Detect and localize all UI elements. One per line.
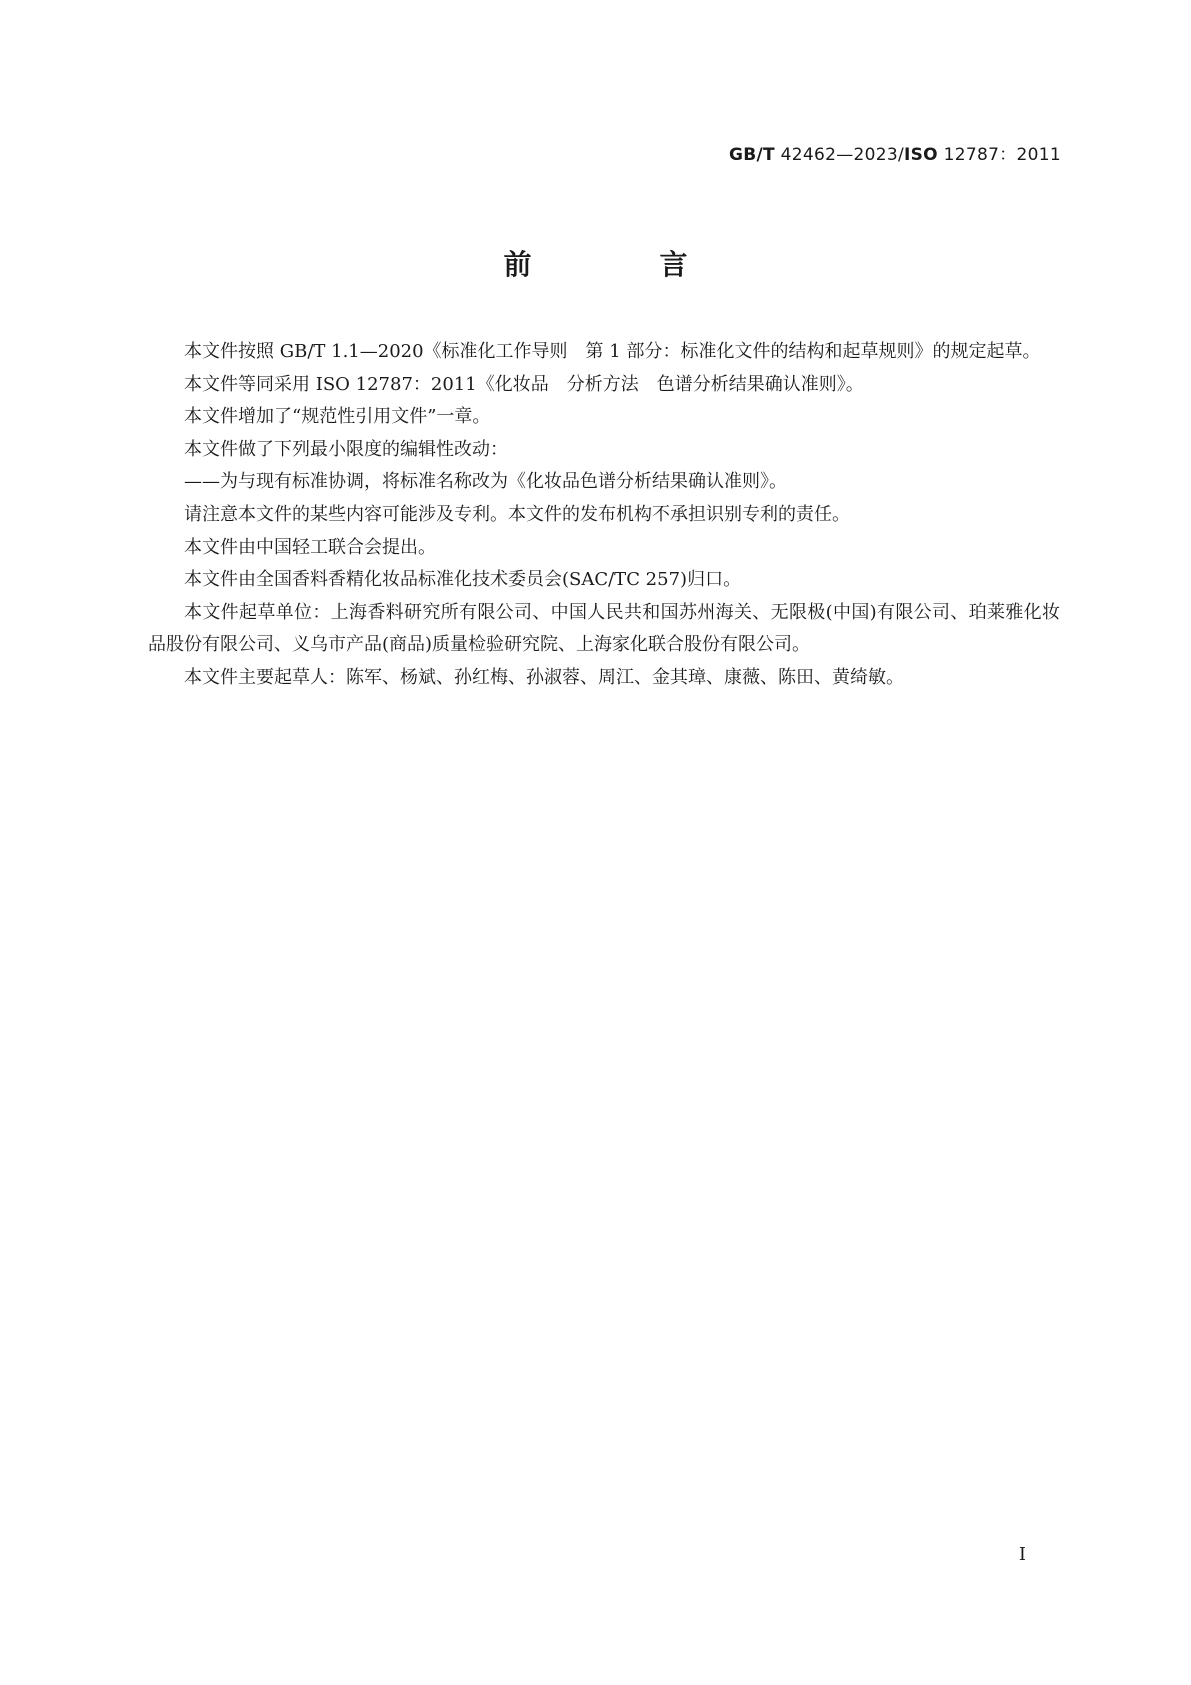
standard-number: 42462—2023/ — [774, 145, 905, 165]
paragraph-patent-notice: 请注意本文件的某些内容可能涉及专利。本文件的发布机构不承担识别专利的责任。 — [184, 503, 850, 525]
paragraph-proposed-by: 本文件由中国轻工联合会提出。 — [184, 536, 436, 558]
page-title: 前 言 — [503, 248, 738, 281]
paragraph-editorial-changes: 本文件做了下列最小限度的编辑性改动： — [184, 438, 508, 460]
paragraph-added-chapter: 本文件增加了“规范性引用文件”一章。 — [184, 406, 491, 428]
page-number: I — [1018, 1544, 1026, 1565]
paragraph-drafting-units: 本文件起草单位：上海香料研究所有限公司、中国人民共和国苏州海关、无限极(中国)有限公司、珀莱雅化妆品股份有限公司、义乌市产品(商品)质量检验研究院、上海家化联合股份有限公司。 — [148, 601, 1060, 656]
iso-prefix: ISO — [904, 145, 938, 165]
paragraph-name-change: ——为与现有标准协调，将标准名称改为《化妆品色谱分析结果确认准则》。 — [184, 471, 787, 493]
foreword-body — [148, 336, 1060, 695]
paragraph-drafting-rules: 本文件按照 GB/T 1.1—2020《标准化工作导则 第 1 部分：标准化文件的结构和起草规则》的规定起草。 — [184, 341, 1041, 362]
standard-prefix: GB/T — [729, 145, 775, 165]
iso-number: 12787：2011 — [937, 145, 1061, 165]
paragraph-drafters: 本文件主要起草人：陈军、杨斌、孙红梅、孙淑蓉、周江、金其璋、康薇、陈田、黄绮敏。 — [184, 666, 904, 688]
standard-code — [729, 140, 1061, 165]
paragraph-responsible-committee: 本文件由全国香料香精化妆品标准化技术委员会(SAC/TC 257)归口。 — [184, 569, 742, 591]
paragraph-adoption: 本文件等同采用 ISO 12787：2011《化妆品 分析方法 色谱分析结果确认准则》。 — [184, 373, 864, 395]
